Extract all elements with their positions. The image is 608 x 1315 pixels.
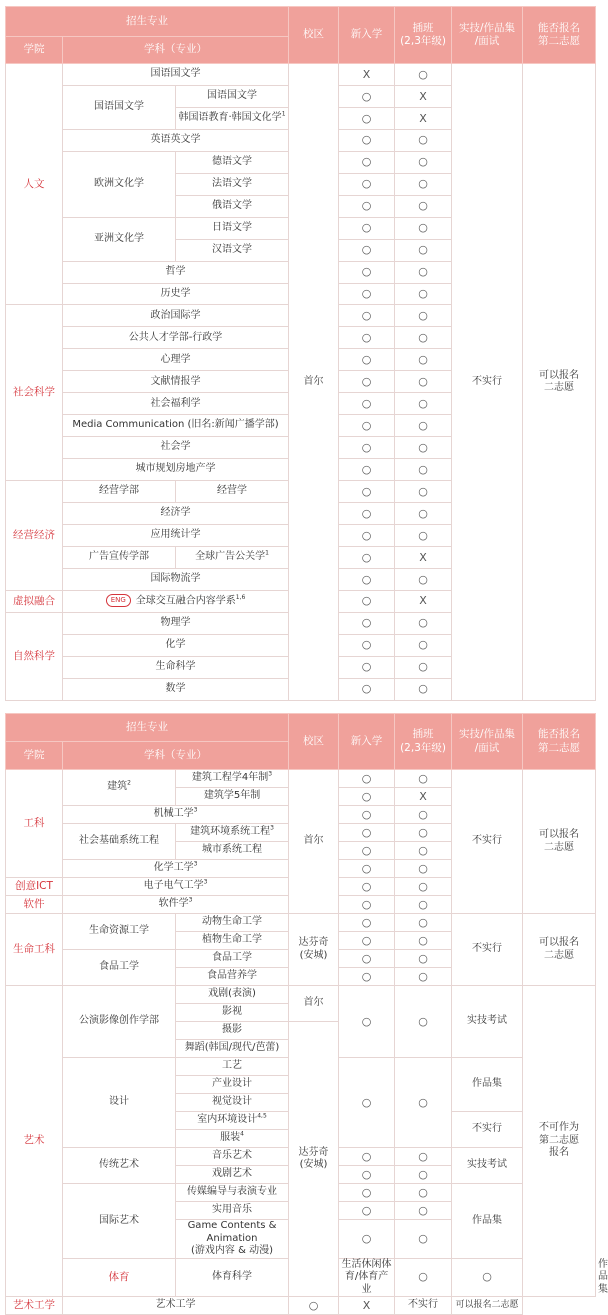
major-cell: 生活休闲体育/体育产业 [339,1258,395,1297]
freshman-mark: ○ [339,968,395,986]
exam-cell: 实技考试 [452,1148,523,1184]
freshman-mark: ○ [339,824,395,842]
major-cell: 城市系统工程 [176,842,289,860]
major-cell: 食品营养学 [176,968,289,986]
college-art-engineering: 艺术工学 [6,1297,63,1315]
freshman-mark: ○ [339,590,395,612]
exam-cell: 实技考试 [452,986,523,1058]
major-cell: 化学工学$^3$ [63,860,289,878]
major-cell: 音乐艺术 [176,1148,289,1166]
major-cell: 植物生命工学 [176,932,289,950]
transfer-mark: ○ [395,459,452,481]
campus-cell: 达芬奇 (安城) [289,914,339,986]
freshman-mark: ○ [339,437,395,459]
transfer-mark: ○ [395,1220,452,1259]
transfer-mark: ○ [395,656,452,678]
major-cell: 艺术工学 [63,1297,289,1315]
transfer-mark: ○ [395,525,452,547]
transfer-mark: ○ [395,129,452,151]
major-cell: 俄语文学 [176,195,289,217]
college-social-science: 社会科学 [6,305,63,481]
major-group: 食品工学 [63,950,176,986]
freshman-mark: ○ [339,860,395,878]
major-cell: 社会学 [63,437,289,459]
major-cell: 国际物流学 [63,568,289,590]
major-cell: 历史学 [63,283,289,305]
transfer-mark: ○ [395,195,452,217]
freshman-mark: ○ [339,305,395,327]
major-cell: 法语文学 [176,173,289,195]
header-campus: 校区 [289,714,339,770]
major-cell: 产业设计 [176,1076,289,1094]
college-business-economics: 经营经济 [6,481,63,591]
freshman-mark: ○ [339,986,395,1058]
major-group: 亚洲文化学 [63,217,176,261]
table-row [6,1297,596,1315]
major-cell: 文献情报学 [63,371,289,393]
major-cell: 日语文学 [176,217,289,239]
transfer-mark: ○ [395,415,452,437]
freshman-mark: ○ [339,459,395,481]
exam-cell: 作品集 [452,1184,523,1259]
transfer-mark: ○ [395,327,452,349]
freshman-mark: ○ [339,1058,395,1148]
college-software: 软件 [6,896,63,914]
transfer-mark: ○ [452,1258,523,1297]
freshman-mark: ○ [339,1184,395,1202]
major-group: 生命资源工学 [63,914,176,950]
transfer-mark: ○ [395,950,452,968]
freshman-mark: ○ [339,371,395,393]
transfer-mark: ○ [395,1148,452,1166]
transfer-mark: ○ [395,305,452,327]
freshman-mark: ○ [339,239,395,261]
major-cell: 戏剧艺术 [176,1166,289,1184]
major-cell: 物理学 [63,612,289,634]
freshman-mark: ○ [339,173,395,195]
college-life-engineering: 生命工科 [6,914,63,986]
major-cell: 传媒编导与表演专业 [176,1184,289,1202]
transfer-mark: ○ [395,824,452,842]
freshman-mark: ○ [339,195,395,217]
major-cell: 视觉设计 [176,1094,289,1112]
major-cell: 心理学 [63,349,289,371]
freshman-mark: ○ [339,842,395,860]
major-cell: 软件学$^3$ [63,896,289,914]
freshman-mark: ○ [339,932,395,950]
transfer-mark: ○ [395,932,452,950]
exam-cell: 不实行 [452,1112,523,1148]
table-row [6,986,596,1004]
admission-table-2 [5,713,608,1315]
transfer-mark: ○ [395,151,452,173]
transfer-mark: ○ [395,770,452,788]
freshman-mark: ○ [339,896,395,914]
second-choice-cell: 可以报名二志愿 [452,1297,523,1315]
freshman-mark: ○ [339,546,395,568]
freshman-mark: ○ [289,1297,339,1315]
college-sports: 体育 [63,1258,176,1297]
transfer-mark: ○ [395,1058,452,1148]
transfer-mark: X [395,590,452,612]
major-group: 社会基础系统工程 [63,824,176,860]
major-cell: ENG 全球交互融合内容学系$^{1,6}$ [63,590,289,612]
major-cell: 舞蹈(韩国/现代/芭蕾) [176,1040,289,1058]
freshman-mark: ○ [339,656,395,678]
exam-cell: 不实行 [452,914,523,986]
major-cell: 国语国文学 [63,64,289,86]
transfer-mark: ○ [395,261,452,283]
table-row [6,914,596,932]
freshman-mark: ○ [339,151,395,173]
table-row [6,64,596,86]
major-cell: 应用统计学 [63,525,289,547]
campus-cell: 达芬奇 (安城) [289,1022,339,1297]
major-group: 传统艺术 [63,1148,176,1184]
campus-cell: 首尔 [289,64,339,701]
major-cell: 影视 [176,1004,289,1022]
transfer-mark: ○ [395,896,452,914]
freshman-mark: ○ [339,525,395,547]
transfer-mark: X [395,546,452,568]
transfer-mark: ○ [395,393,452,415]
transfer-mark: ○ [395,914,452,932]
freshman-mark: ○ [339,393,395,415]
freshman-mark: ○ [339,1166,395,1184]
major-cell: 政治国际学 [63,305,289,327]
major-cell: 建筑学5年制 [176,788,289,806]
transfer-mark: ○ [395,968,452,986]
college-art: 艺术 [6,986,63,1297]
transfer-mark: ○ [395,173,452,195]
transfer-mark: ○ [395,503,452,525]
major-cell: 食品工学 [176,950,289,968]
major-cell: 戏剧(表演) [176,986,289,1004]
freshman-mark: ○ [339,327,395,349]
college-engineering: 工科 [6,770,63,878]
major-group: 国语国文学 [63,85,176,129]
transfer-mark: X [395,107,452,129]
second-choice-cell: 可以报名 二志愿 [523,64,596,701]
freshman-mark: ○ [339,914,395,932]
exam-cell: 作品集 [452,1058,523,1112]
header-freshman: 新入学 [339,714,395,770]
transfer-mark: ○ [395,217,452,239]
major-cell: 建筑环境系统工程$^3$ [176,824,289,842]
college-virtual-convergence: 虚拟融合 [6,590,63,612]
transfer-mark: ○ [395,64,452,86]
header-major: 学科（专业） [63,742,289,770]
header-program: 招生专业 [6,7,289,37]
transfer-mark: ○ [395,1184,452,1202]
major-cell: 工艺 [176,1058,289,1076]
major-cell: 电子电气工学$^3$ [63,878,289,896]
transfer-mark: X [395,788,452,806]
second-choice-cell: 不可作为 第二志愿 报名 [523,986,596,1297]
freshman-mark: ○ [395,1258,452,1297]
header-freshman: 新入学 [339,7,395,64]
transfer-mark: ○ [395,1202,452,1220]
freshman-mark: ○ [339,788,395,806]
freshman-mark: ○ [339,678,395,700]
freshman-mark: ○ [339,770,395,788]
transfer-mark: ○ [395,986,452,1058]
major-group: 建筑$^2$ [63,770,176,806]
freshman-mark: ○ [339,107,395,129]
freshman-mark: ○ [339,349,395,371]
transfer-mark: ○ [395,437,452,459]
major-cell: 室内环境设计$^{4,5}$ [176,1112,289,1130]
freshman-mark: ○ [339,1148,395,1166]
freshman-mark: ○ [339,806,395,824]
transfer-mark: ○ [395,860,452,878]
freshman-mark: ○ [339,950,395,968]
major-cell: 城市规划房地产学 [63,459,289,481]
major-cell: 化学 [63,634,289,656]
transfer-mark: ○ [395,678,452,700]
transfer-mark: ○ [395,878,452,896]
major-cell: 摄影 [176,1022,289,1040]
header-transfer: 插班 (2,3年级) [395,7,452,64]
freshman-mark: ○ [339,217,395,239]
admission-table-1 [5,6,596,701]
major-group: 设计 [63,1058,176,1148]
major-cell: 公共人才学部-行政学 [63,327,289,349]
freshman-mark: ○ [339,481,395,503]
major-group: 广告宣传学部 [63,546,176,568]
freshman-mark: ○ [339,1202,395,1220]
transfer-mark: X [339,1297,395,1315]
transfer-mark: ○ [395,371,452,393]
freshman-mark: ○ [339,415,395,437]
freshman-mark: X [339,64,395,86]
major-cell: 英语英文学 [63,129,289,151]
transfer-mark: ○ [395,612,452,634]
major-cell: Media Communication (旧名:新闻广播学部) [63,415,289,437]
college-creative-ict: 创意ICT [6,878,63,896]
header-transfer: 插班 (2,3年级) [395,714,452,770]
major-cell: 数学 [63,678,289,700]
transfer-mark: ○ [395,283,452,305]
freshman-mark: ○ [339,129,395,151]
major-cell: 经营学 [176,481,289,503]
major-cell: 建筑工程学4年制$^3$ [176,770,289,788]
exam-cell: 不实行 [452,770,523,914]
freshman-mark: ○ [339,612,395,634]
transfer-mark: ○ [395,239,452,261]
college-natural-science: 自然科学 [6,612,63,700]
major-cell: 国语国文学 [176,85,289,107]
transfer-mark: ○ [395,568,452,590]
header-college: 学院 [6,742,63,770]
major-group: 体育科学 [176,1258,289,1297]
major-cell: 动物生命工学 [176,914,289,932]
second-choice-cell: 可以报名 二志愿 [523,770,596,914]
major-cell: 社会福利学 [63,393,289,415]
table-row: 体育 体育科学 生活休闲体育/体育产业 ○ ○ 作品集 [6,1258,596,1297]
freshman-mark: ○ [339,261,395,283]
major-group: 公演影像创作学部 [63,986,176,1058]
transfer-mark: ○ [395,481,452,503]
major-group: 经营学部 [63,481,176,503]
major-cell: 哲学 [63,261,289,283]
major-cell: 机械工学$^3$ [63,806,289,824]
freshman-mark: ○ [339,1220,395,1259]
freshman-mark: ○ [339,85,395,107]
transfer-mark: ○ [395,349,452,371]
freshman-mark: ○ [339,568,395,590]
transfer-mark: X [395,85,452,107]
campus-cell: 首尔 [289,986,339,1022]
transfer-mark: ○ [395,634,452,656]
header-exam: 实技/作品集 /面试 [452,714,523,770]
major-cell: 德语文学 [176,151,289,173]
header-college: 学院 [6,37,63,64]
header-campus: 校区 [289,7,339,64]
header-second-choice: 能否报名 第二志愿 [523,7,596,64]
campus-cell: 首尔 [289,770,339,914]
major-group: 国际艺术 [63,1184,176,1259]
exam-cell: 不实行 [452,64,523,701]
major-cell: 生命科学 [63,656,289,678]
header-program: 招生专业 [6,714,289,742]
major-cell: 全球广告公关学$^1$ [176,546,289,568]
freshman-mark: ○ [339,634,395,656]
major-cell: 服装$^4$ [176,1130,289,1148]
transfer-mark: ○ [395,1166,452,1184]
header-major: 学科（专业） [63,37,289,64]
major-group: 欧洲文化学 [63,151,176,217]
major-cell: 实用音乐 [176,1202,289,1220]
freshman-mark: ○ [339,878,395,896]
header-exam: 实技/作品集 /面试 [452,7,523,64]
major-cell: 汉语文学 [176,239,289,261]
transfer-mark: ○ [395,842,452,860]
eng-badge: ENG [106,594,131,607]
table-row [6,770,596,788]
freshman-mark: ○ [339,503,395,525]
major-cell: 经济学 [63,503,289,525]
major-cell: Game Contents & Animation (游戏内容 & 动漫) [176,1220,289,1259]
transfer-mark: ○ [395,806,452,824]
second-choice-cell: 可以报名 二志愿 [523,914,596,986]
freshman-mark: ○ [339,283,395,305]
college-humanities: 人文 [6,64,63,305]
header-second-choice: 能否报名 第二志愿 [523,714,596,770]
exam-cell: 不实行 [395,1297,452,1315]
major-cell: 韩国语教育·韩国文化学$^1$ [176,107,289,129]
